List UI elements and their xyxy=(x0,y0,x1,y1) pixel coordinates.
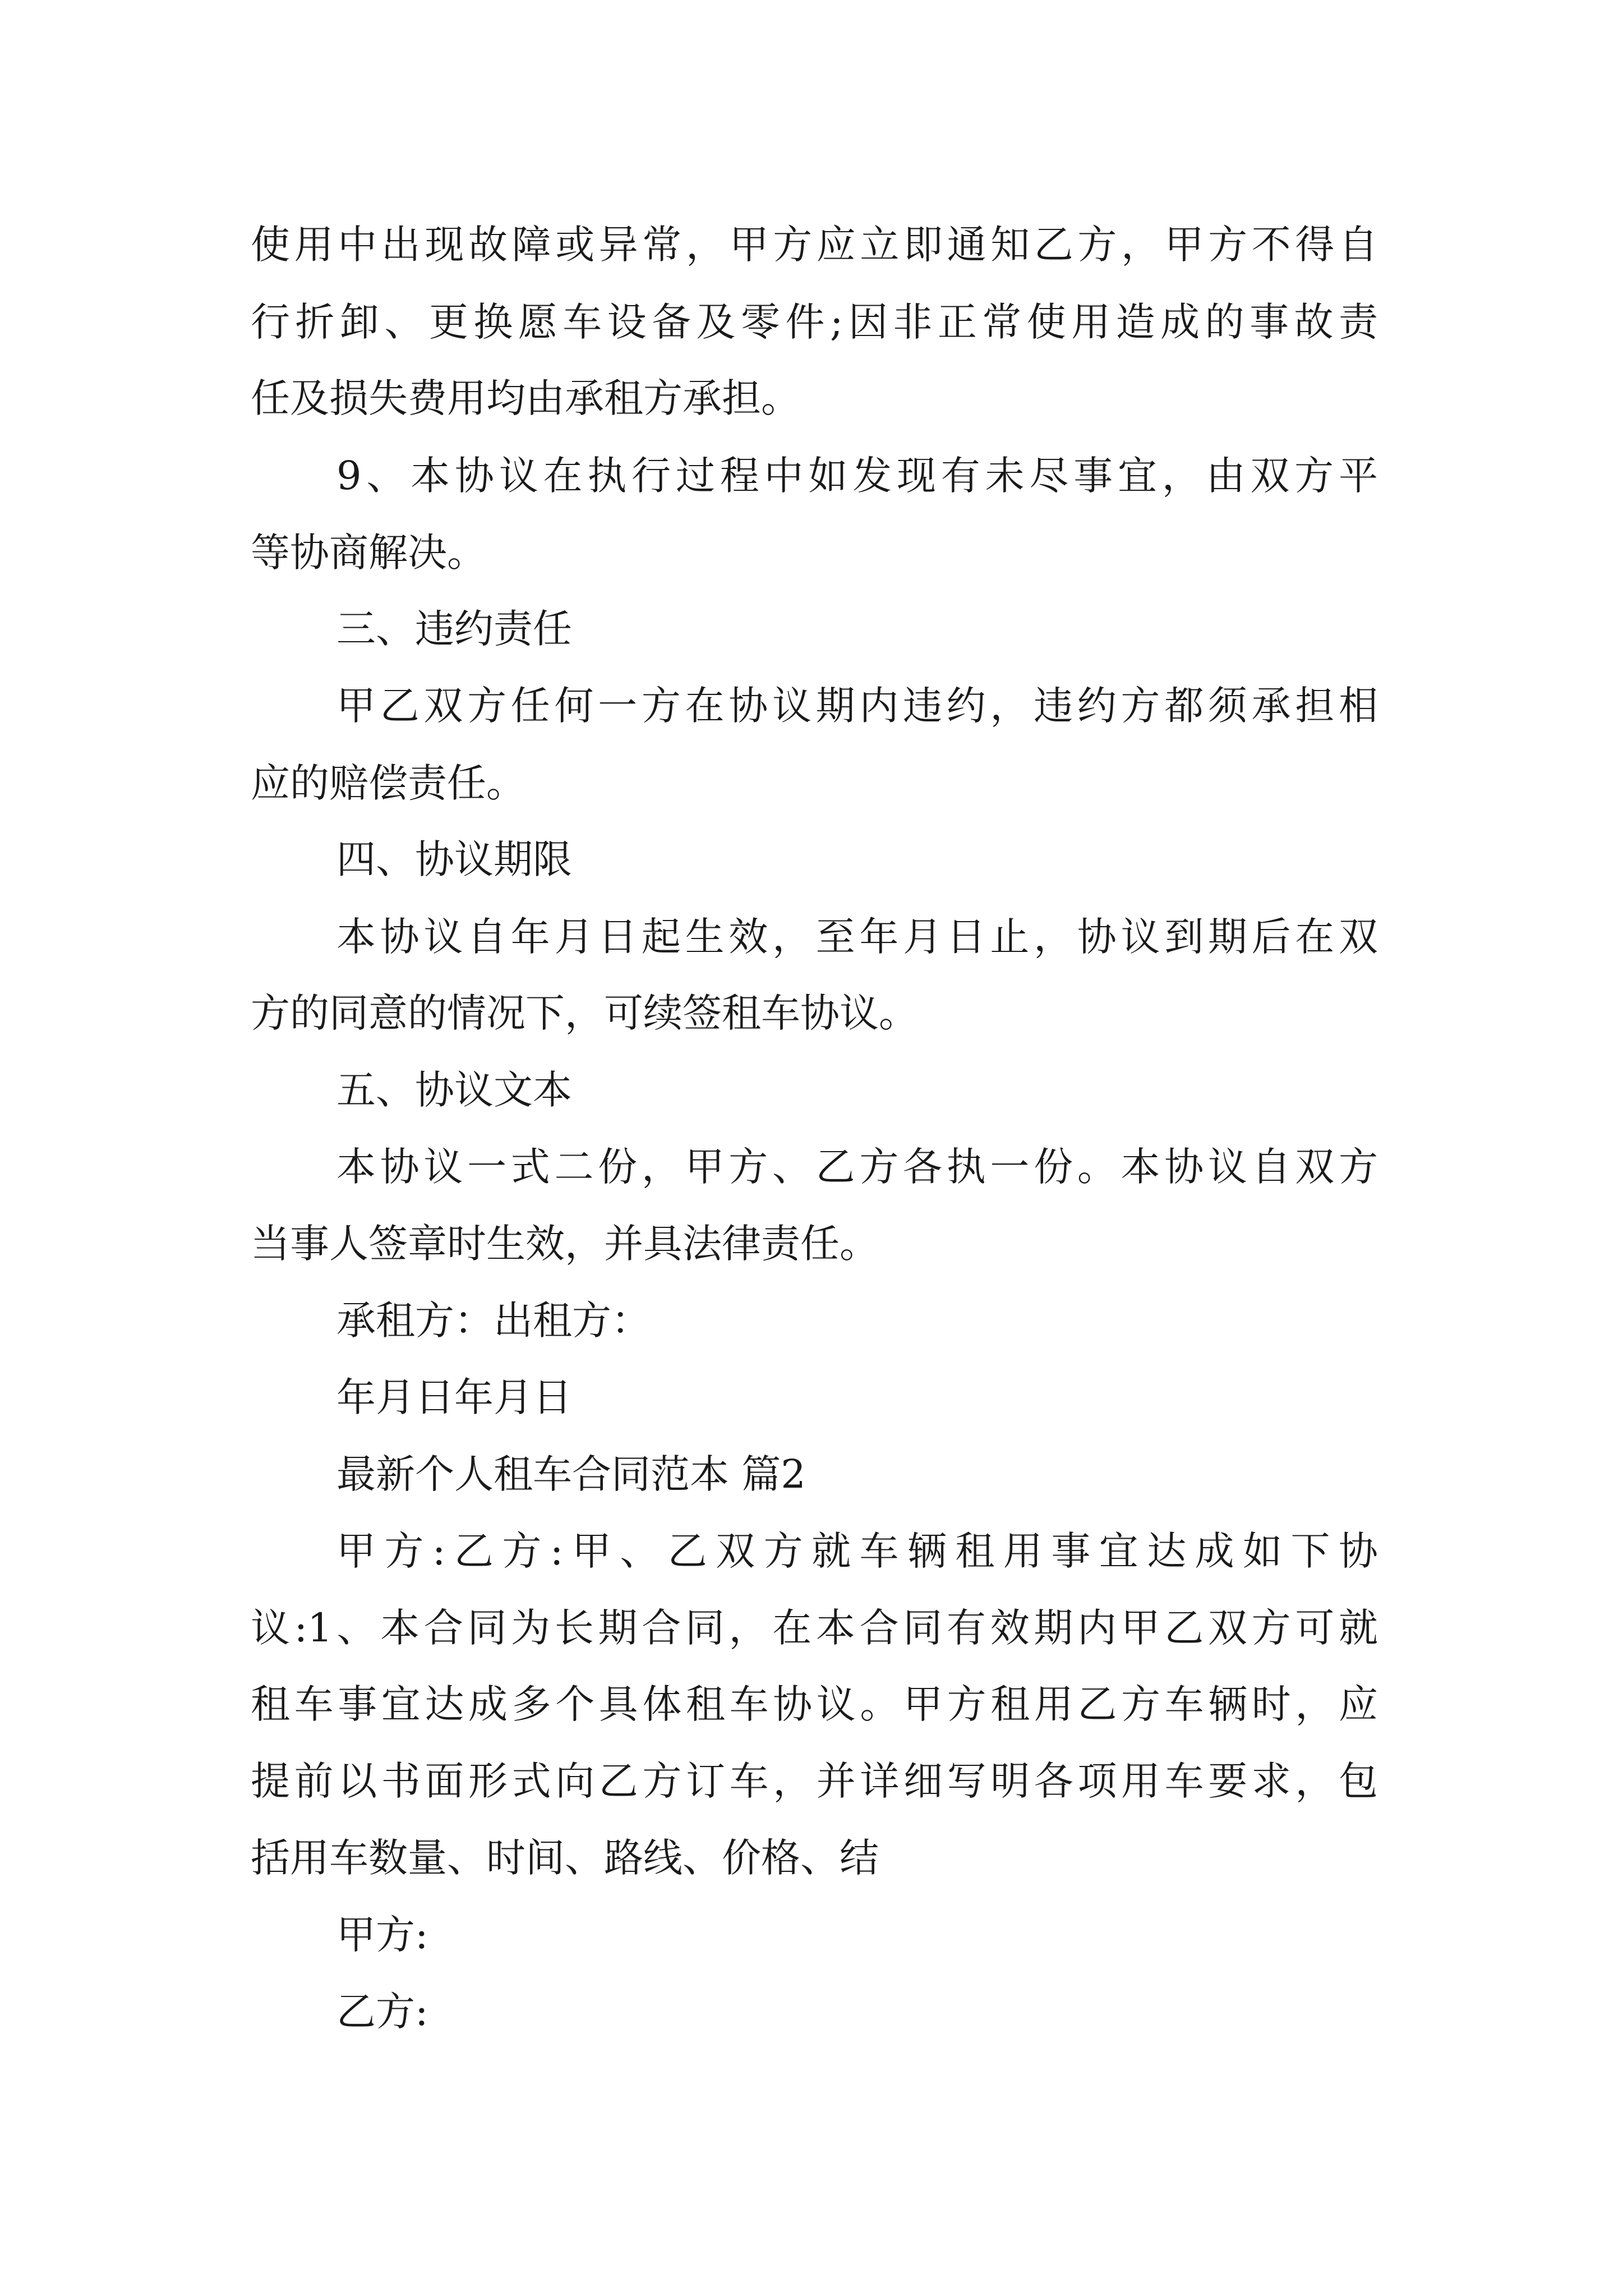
party-b-label: 乙方: xyxy=(336,1989,428,2035)
paragraph-line: 任及损失费用均由承租方承担。 xyxy=(251,375,800,421)
paragraph-line: 括用车数量、时间、路线、价格、结 xyxy=(251,1835,879,1881)
signature-date-line: 年月日年月日 xyxy=(336,1374,572,1420)
section-heading: 五、协议文本 xyxy=(336,1067,572,1113)
paragraph-line: 甲乙双方任何一方在协议期内违约，违约方都须承担相 xyxy=(336,683,1378,729)
section-heading: 三、违约责任 xyxy=(336,606,572,652)
signature-parties-line: 承租方：出租方： xyxy=(336,1297,651,1343)
paragraph-line: 甲方:乙方:甲、乙双方就车辆租用事宜达成如下协 xyxy=(336,1528,1378,1574)
paragraph-line: 租车事宜达成多个具体租车协议。甲方租用乙方车辆时，应 xyxy=(251,1681,1378,1727)
section-heading: 四、协议期限 xyxy=(336,836,572,882)
paragraph-line: 议:1、本合同为长期合同，在本合同有效期内甲乙双方可就 xyxy=(251,1605,1378,1651)
document-subtitle: 最新个人租车合同范本 篇2 xyxy=(336,1451,806,1497)
paragraph-line: 应的赔偿责任。 xyxy=(251,760,525,806)
paragraph-line: 方的同意的情况下，可续签租车协议。 xyxy=(251,990,918,1036)
paragraph-line: 当事人签章时生效，并具法律责任。 xyxy=(251,1221,879,1267)
paragraph-line: 使用中出现故障或异常，甲方应立即通知乙方，甲方不得自 xyxy=(251,222,1378,268)
paragraph-line: 行折卸、更换愿车设备及零件;因非正常使用造成的事故责 xyxy=(251,299,1378,345)
paragraph-line: 提前以书面形式向乙方订车，并详细写明各项用车要求，包 xyxy=(251,1758,1378,1804)
paragraph-line: 9、本协议在执行过程中如发现有未尽事宜，由双方平 xyxy=(336,453,1378,499)
paragraph-line: 等协商解决。 xyxy=(251,530,486,576)
paragraph-line: 本协议一式二份，甲方、乙方各执一份。本协议自双方 xyxy=(336,1144,1378,1190)
paragraph-line: 本协议自年月日起生效，至年月日止，协议到期后在双 xyxy=(336,914,1378,960)
party-a-label: 甲方: xyxy=(336,1912,428,1958)
